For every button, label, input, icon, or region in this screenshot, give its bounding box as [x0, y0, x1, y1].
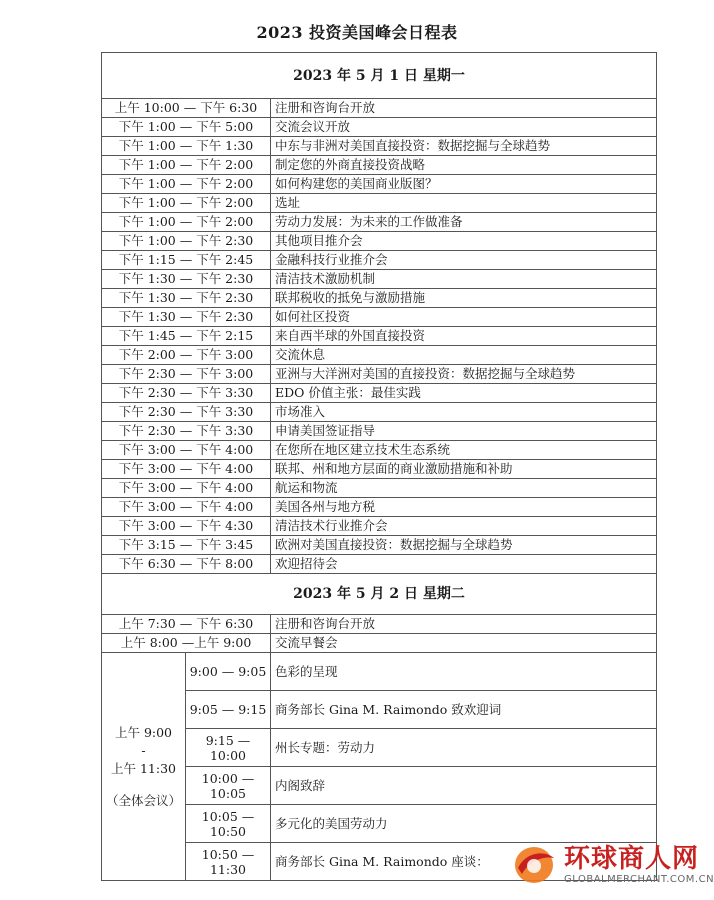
schedule-row	[102, 555, 657, 574]
plenary-dash: -	[141, 742, 146, 758]
event-cell: 清洁技术行业推介会	[271, 517, 657, 536]
event-cell: 联邦、州和地方层面的商业激励措施和补助	[271, 460, 657, 479]
session-time-cell: 9:15 — 10:00	[186, 729, 271, 767]
plenary-session-row	[102, 805, 657, 843]
session-event-cell: 色彩的呈现	[271, 653, 657, 691]
plenary-end-time: 上午 11:30	[111, 760, 176, 776]
time-cell: 下午 1:30 — 下午 2:30	[102, 270, 271, 289]
time-cell: 下午 1:45 — 下午 2:15	[102, 327, 271, 346]
event-cell: 欢迎招待会	[271, 555, 657, 574]
plenary-session-row	[102, 691, 657, 729]
event-cell: 注册和咨询台开放	[271, 615, 657, 634]
schedule-row	[102, 232, 657, 251]
schedule-row	[102, 308, 657, 327]
time-cell: 下午 1:00 — 下午 1:30	[102, 137, 271, 156]
event-cell: 美国各州与地方税	[271, 498, 657, 517]
time-cell: 下午 6:30 — 下午 8:00	[102, 555, 271, 574]
event-cell: 清洁技术激励机制	[271, 270, 657, 289]
plenary-session-row	[102, 767, 657, 805]
session-time-cell: 9:00 — 9:05	[186, 653, 271, 691]
session-event-cell: 州长专题：劳动力	[271, 729, 657, 767]
schedule-table	[101, 52, 657, 881]
schedule-row	[102, 441, 657, 460]
globe-logo-icon	[512, 842, 558, 886]
document-title: 2023 投资美国峰会日程表	[256, 23, 458, 42]
time-cell: 下午 1:15 — 下午 2:45	[102, 251, 271, 270]
time-cell: 下午 3:00 — 下午 4:00	[102, 498, 271, 517]
event-cell: 来自西半球的外国直接投资	[271, 327, 657, 346]
schedule-row	[102, 384, 657, 403]
time-cell: 下午 3:15 — 下午 3:45	[102, 536, 271, 555]
session-event-cell: 商务部长 Gina M. Raimondo 致欢迎词	[271, 691, 657, 729]
event-cell: 交流休息	[271, 346, 657, 365]
schedule-row	[102, 498, 657, 517]
schedule-row	[102, 156, 657, 175]
event-cell: 劳动力发展：为未来的工作做准备	[271, 213, 657, 232]
event-cell: 交流会议开放	[271, 118, 657, 137]
event-cell: 如何构建您的美国商业版图？	[271, 175, 657, 194]
day-header: 2023 年 5 月 2 日 星期二	[102, 574, 657, 615]
time-cell: 下午 3:00 — 下午 4:00	[102, 441, 271, 460]
schedule-row	[102, 479, 657, 498]
plenary-gap	[106, 778, 181, 792]
event-cell: 航运和物流	[271, 479, 657, 498]
schedule-row	[102, 365, 657, 384]
watermark	[506, 838, 714, 896]
session-time-cell: 9:05 — 9:15	[186, 691, 271, 729]
schedule-row	[102, 99, 657, 118]
time-cell: 下午 1:00 — 下午 2:00	[102, 213, 271, 232]
event-cell: 在您所在地区建立技术生态系统	[271, 441, 657, 460]
schedule-row	[102, 251, 657, 270]
plenary-note: （全体会议）	[106, 792, 182, 808]
event-cell: 交流早餐会	[271, 634, 657, 653]
plenary-session-row	[102, 729, 657, 767]
schedule-row	[102, 634, 657, 653]
schedule-row	[102, 517, 657, 536]
schedule-row	[102, 213, 657, 232]
time-cell: 下午 2:30 — 下午 3:30	[102, 384, 271, 403]
time-cell: 下午 2:30 — 下午 3:30	[102, 403, 271, 422]
event-cell: 选址	[271, 194, 657, 213]
time-cell: 下午 3:00 — 下午 4:00	[102, 479, 271, 498]
schedule-row	[102, 118, 657, 137]
schedule-row	[102, 327, 657, 346]
event-cell: 注册和咨询台开放	[271, 99, 657, 118]
schedule-row	[102, 175, 657, 194]
schedule-row	[102, 460, 657, 479]
watermark-chinese-text: 环球商人网	[564, 844, 700, 874]
time-cell: 下午 1:00 — 下午 2:30	[102, 232, 271, 251]
day-header-row	[102, 574, 657, 615]
session-time-cell: 10:50 — 11:30	[186, 843, 271, 881]
event-cell: 中东与非洲对美国直接投资：数据挖掘与全球趋势	[271, 137, 657, 156]
session-event-cell: 内阁致辞	[271, 767, 657, 805]
plenary-block-cell	[102, 653, 186, 881]
plenary-session-row	[102, 653, 657, 691]
plenary-start-time: 上午 9:00	[114, 724, 173, 740]
event-cell: 欧洲对美国直接投资：数据挖掘与全球趋势	[271, 536, 657, 555]
watermark-english-text: GLOBALMERCHANT.COM.CN	[564, 874, 714, 885]
time-cell: 下午 3:00 — 下午 4:30	[102, 517, 271, 536]
session-time-cell: 10:05 — 10:50	[186, 805, 271, 843]
schedule-row	[102, 194, 657, 213]
event-cell: EDO 价值主张：最佳实践	[271, 384, 657, 403]
time-cell: 下午 1:30 — 下午 2:30	[102, 308, 271, 327]
schedule-row	[102, 270, 657, 289]
schedule-row	[102, 403, 657, 422]
time-cell: 上午 8:00 —上午 9:00	[102, 634, 271, 653]
event-cell: 市场准入	[271, 403, 657, 422]
event-cell: 其他项目推介会	[271, 232, 657, 251]
schedule-row	[102, 346, 657, 365]
day-header-row	[102, 53, 657, 99]
session-time-cell: 10:00 — 10:05	[186, 767, 271, 805]
time-cell: 下午 1:00 — 下午 2:00	[102, 194, 271, 213]
time-cell: 下午 1:00 — 下午 2:00	[102, 175, 271, 194]
time-cell: 上午 7:30 — 下午 6:30	[102, 615, 271, 634]
session-event-cell: 商务部长 Gina M. Raimondo 座谈：	[271, 843, 657, 881]
time-cell: 下午 3:00 — 下午 4:00	[102, 460, 271, 479]
time-cell: 下午 2:30 — 下午 3:00	[102, 365, 271, 384]
schedule-row	[102, 137, 657, 156]
schedule-row	[102, 536, 657, 555]
schedule-row	[102, 615, 657, 634]
time-cell: 下午 2:00 — 下午 3:00	[102, 346, 271, 365]
schedule-row	[102, 289, 657, 308]
event-cell: 如何社区投资	[271, 308, 657, 327]
time-cell: 下午 1:30 — 下午 2:30	[102, 289, 271, 308]
time-cell: 下午 1:00 — 下午 2:00	[102, 156, 271, 175]
session-event-cell: 多元化的美国劳动力	[271, 805, 657, 843]
event-cell: 金融科技行业推介会	[271, 251, 657, 270]
event-cell: 联邦税收的抵免与激励措施	[271, 289, 657, 308]
event-cell: 制定您的外商直接投资战略	[271, 156, 657, 175]
time-cell: 下午 1:00 — 下午 5:00	[102, 118, 271, 137]
event-cell: 申请美国签证指导	[271, 422, 657, 441]
time-cell: 上午 10:00 — 下午 6:30	[102, 99, 271, 118]
schedule-row	[102, 422, 657, 441]
day-header: 2023 年 5 月 1 日 星期一	[102, 53, 657, 99]
time-cell: 下午 2:30 — 下午 3:30	[102, 422, 271, 441]
event-cell: 亚洲与大洋洲对美国的直接投资：数据挖掘与全球趋势	[271, 365, 657, 384]
